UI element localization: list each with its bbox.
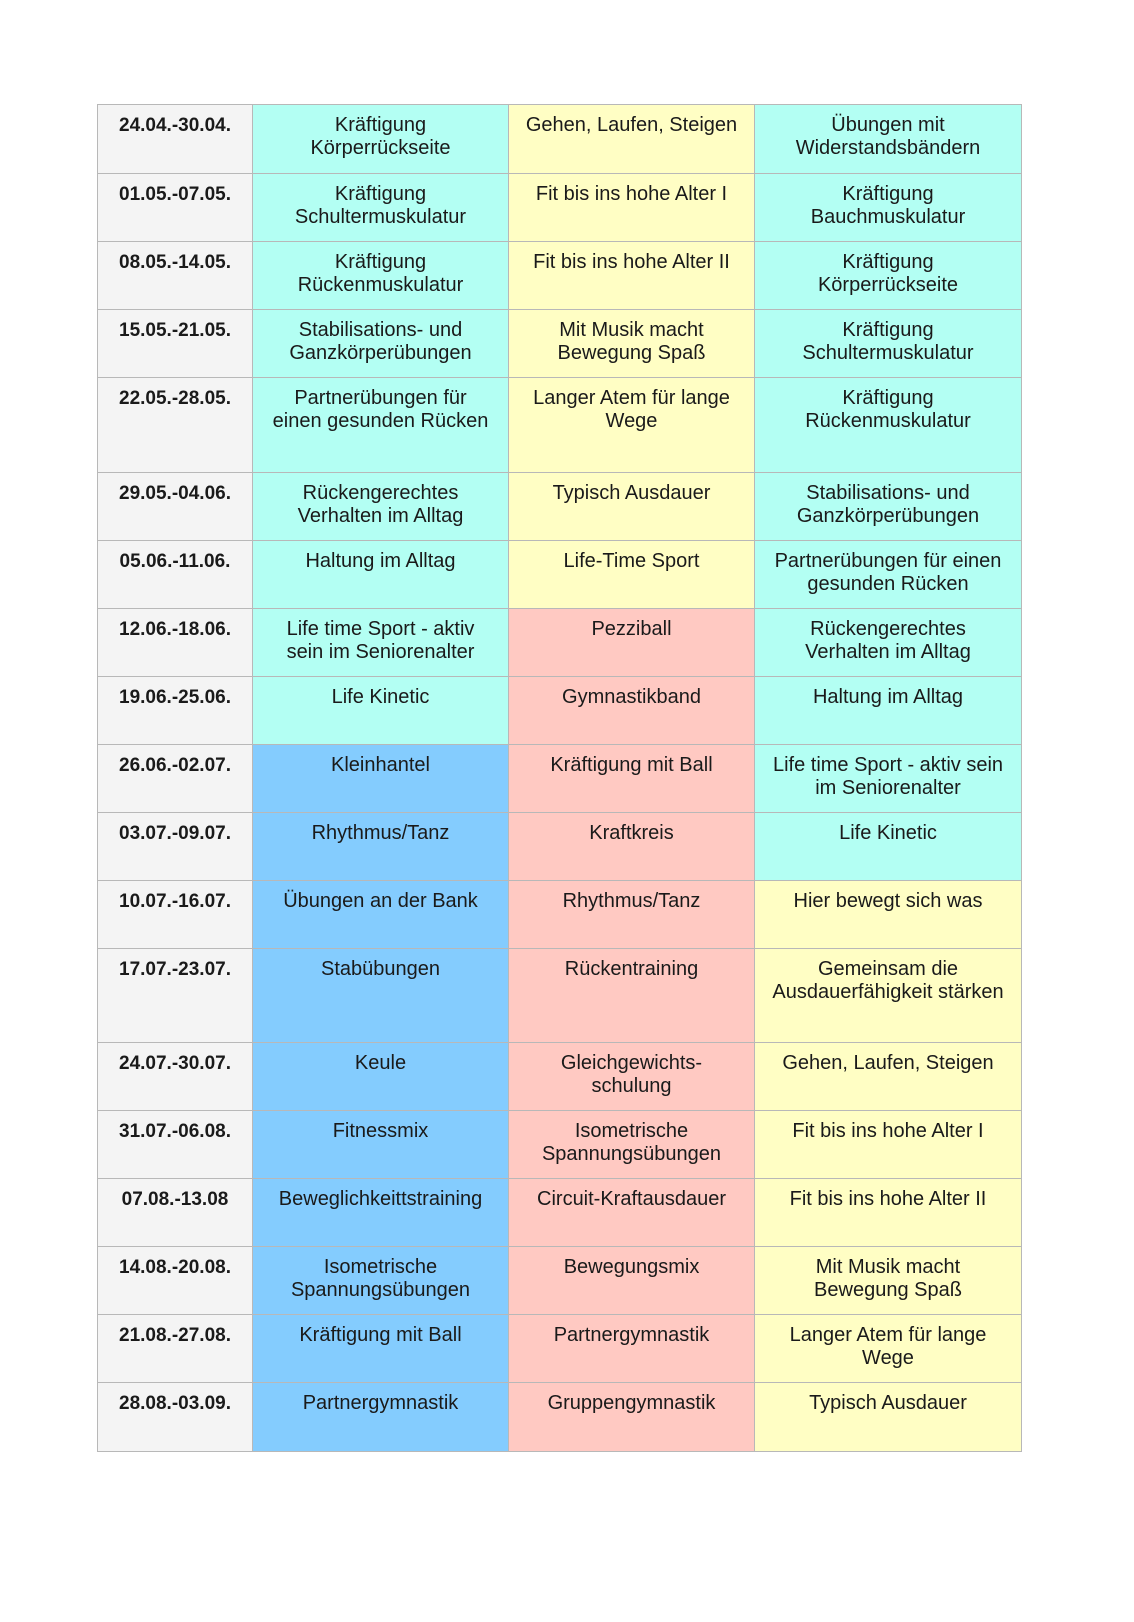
course-cell-col1: Kräftigung Schultermuskulatur <box>253 174 509 242</box>
course-cell-col1: Keule <box>253 1043 509 1111</box>
table-row <box>98 242 1022 310</box>
course-cell-col3: Kräftigung Bauchmuskulatur <box>755 174 1022 242</box>
course-cell-col1: Isometrische Spannungsübungen <box>253 1247 509 1315</box>
course-cell-col3: Mit Musik macht Bewegung Spaß <box>755 1247 1022 1315</box>
course-cell-col1: Stabübungen <box>253 949 509 1043</box>
course-cell-col3: Übungen mit Widerstandsbändern <box>755 105 1022 174</box>
course-cell-col3: Haltung im Alltag <box>755 677 1022 745</box>
week-date-cell: 05.06.-11.06. <box>98 541 253 609</box>
table-row <box>98 1315 1022 1383</box>
course-cell-col2: Rhythmus/Tanz <box>509 881 755 949</box>
course-cell-col2: Kraftkreis <box>509 813 755 881</box>
table-row <box>98 310 1022 378</box>
course-cell-col2: Langer Atem für lange Wege <box>509 378 755 473</box>
course-cell-col2: Fit bis ins hohe Alter I <box>509 174 755 242</box>
course-cell-col3: Langer Atem für lange Wege <box>755 1315 1022 1383</box>
week-date-cell: 29.05.-04.06. <box>98 473 253 541</box>
table-row <box>98 677 1022 745</box>
week-date-cell: 24.04.-30.04. <box>98 105 253 174</box>
course-cell-col3: Partnerübungen für einen gesunden Rücken <box>755 541 1022 609</box>
course-cell-col2: Gehen, Laufen, Steigen <box>509 105 755 174</box>
week-date-cell: 15.05.-21.05. <box>98 310 253 378</box>
week-date-cell: 03.07.-09.07. <box>98 813 253 881</box>
table-row <box>98 813 1022 881</box>
course-cell-col3: Fit bis ins hohe Alter II <box>755 1179 1022 1247</box>
course-cell-col3: Stabilisations- und Ganzkörperübungen <box>755 473 1022 541</box>
course-cell-col3: Life time Sport - aktiv sein im Seniorenalter <box>755 745 1022 813</box>
course-cell-col1: Kräftigung Körperrückseite <box>253 105 509 174</box>
table-row <box>98 378 1022 473</box>
course-cell-col2: Mit Musik macht Bewegung Spaß <box>509 310 755 378</box>
course-cell-col3: Typisch Ausdauer <box>755 1383 1022 1452</box>
course-cell-col1: Rhythmus/Tanz <box>253 813 509 881</box>
course-cell-col1: Übungen an der Bank <box>253 881 509 949</box>
week-date-cell: 01.05.-07.05. <box>98 174 253 242</box>
table-row <box>98 881 1022 949</box>
course-cell-col3: Kräftigung Körperrückseite <box>755 242 1022 310</box>
course-cell-col1: Kräftigung Rückenmuskulatur <box>253 242 509 310</box>
week-date-cell: 17.07.-23.07. <box>98 949 253 1043</box>
course-cell-col2: Rückentraining <box>509 949 755 1043</box>
course-cell-col1: Beweglichkeittstraining <box>253 1179 509 1247</box>
course-cell-col2: Gymnastikband <box>509 677 755 745</box>
course-cell-col2: Typisch Ausdauer <box>509 473 755 541</box>
table-row <box>98 1043 1022 1111</box>
table-row <box>98 1111 1022 1179</box>
table-row <box>98 105 1022 174</box>
course-cell-col1: Life Kinetic <box>253 677 509 745</box>
table-row <box>98 174 1022 242</box>
course-cell-col3: Kräftigung Schultermuskulatur <box>755 310 1022 378</box>
course-cell-col2: Partnergymnastik <box>509 1315 755 1383</box>
week-date-cell: 24.07.-30.07. <box>98 1043 253 1111</box>
course-cell-col2: Kräftigung mit Ball <box>509 745 755 813</box>
course-cell-col2: Circuit-Kraftausdauer <box>509 1179 755 1247</box>
course-cell-col2: Life-Time Sport <box>509 541 755 609</box>
course-cell-col1: Rückengerechtes Verhalten im Alltag <box>253 473 509 541</box>
course-cell-col2: Gruppengymnastik <box>509 1383 755 1452</box>
schedule-table <box>97 104 1022 1452</box>
week-date-cell: 08.05.-14.05. <box>98 242 253 310</box>
course-cell-col1: Stabilisations- und Ganzkörperübungen <box>253 310 509 378</box>
course-cell-col3: Kräftigung Rückenmuskulatur <box>755 378 1022 473</box>
table-row <box>98 1383 1022 1452</box>
course-cell-col1: Fitnessmix <box>253 1111 509 1179</box>
week-date-cell: 31.07.-06.08. <box>98 1111 253 1179</box>
course-cell-col3: Rückengerechtes Verhalten im Alltag <box>755 609 1022 677</box>
table-row <box>98 949 1022 1043</box>
week-date-cell: 10.07.-16.07. <box>98 881 253 949</box>
course-cell-col3: Fit bis ins hohe Alter I <box>755 1111 1022 1179</box>
table-row <box>98 1247 1022 1315</box>
week-date-cell: 12.06.-18.06. <box>98 609 253 677</box>
course-cell-col2: Bewegungsmix <box>509 1247 755 1315</box>
course-cell-col2: Isometrische Spannungsübungen <box>509 1111 755 1179</box>
week-date-cell: 28.08.-03.09. <box>98 1383 253 1452</box>
week-date-cell: 14.08.-20.08. <box>98 1247 253 1315</box>
table-row <box>98 473 1022 541</box>
schedule-body <box>98 105 1022 1452</box>
week-date-cell: 19.06.-25.06. <box>98 677 253 745</box>
week-date-cell: 22.05.-28.05. <box>98 378 253 473</box>
week-date-cell: 07.08.-13.08 <box>98 1179 253 1247</box>
course-cell-col1: Life time Sport - aktiv sein im Seniorenalter <box>253 609 509 677</box>
course-cell-col2: Pezziball <box>509 609 755 677</box>
course-cell-col3: Life Kinetic <box>755 813 1022 881</box>
course-cell-col3: Hier bewegt sich was <box>755 881 1022 949</box>
week-date-cell: 26.06.-02.07. <box>98 745 253 813</box>
table-row <box>98 541 1022 609</box>
course-cell-col1: Partnergymnastik <box>253 1383 509 1452</box>
course-cell-col3: Gemeinsam die Ausdauerfähigkeit stärken <box>755 949 1022 1043</box>
week-date-cell: 21.08.-27.08. <box>98 1315 253 1383</box>
course-cell-col1: Kleinhantel <box>253 745 509 813</box>
table-row <box>98 609 1022 677</box>
course-cell-col2: Gleichgewichts- schulung <box>509 1043 755 1111</box>
course-cell-col1: Haltung im Alltag <box>253 541 509 609</box>
table-row <box>98 745 1022 813</box>
course-cell-col1: Partnerübungen für einen gesunden Rücken <box>253 378 509 473</box>
course-cell-col3: Gehen, Laufen, Steigen <box>755 1043 1022 1111</box>
table-row <box>98 1179 1022 1247</box>
course-cell-col2: Fit bis ins hohe Alter II <box>509 242 755 310</box>
course-cell-col1: Kräftigung mit Ball <box>253 1315 509 1383</box>
